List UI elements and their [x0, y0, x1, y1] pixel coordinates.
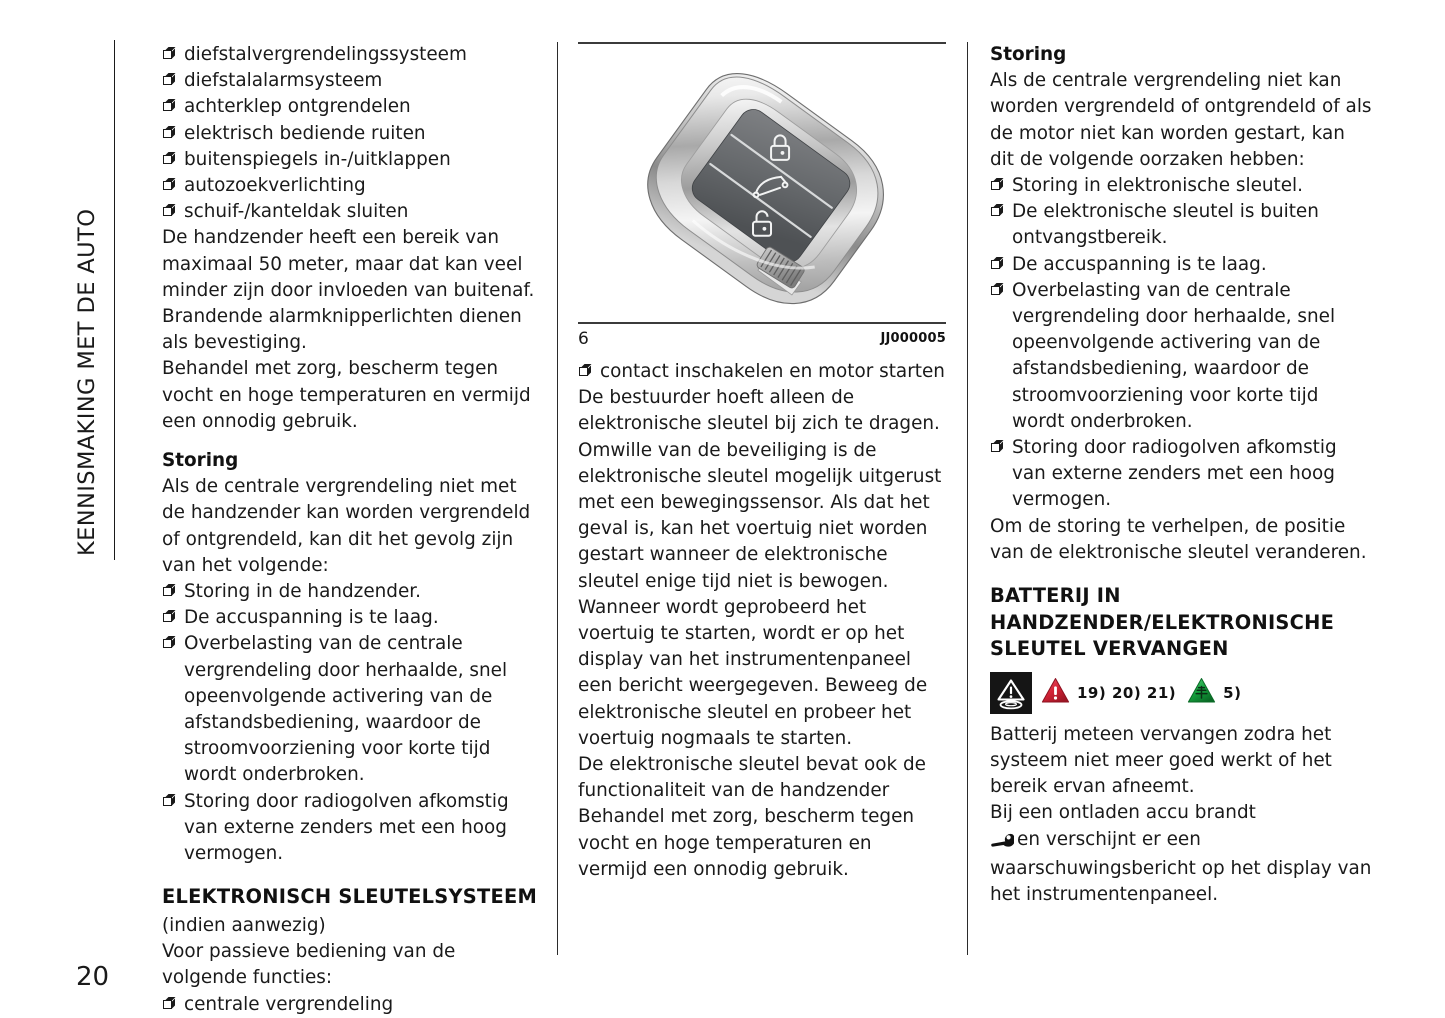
- list-item-label: De accuspanning is te laag.: [184, 607, 439, 629]
- battery-disposal-icon: [990, 672, 1032, 714]
- square-bullet-icon: [163, 155, 172, 164]
- list-item: [162, 173, 538, 199]
- square-bullet-icon: [991, 286, 1000, 295]
- paragraph-care: Behandel met zorg, bescherm tegen vocht en hoge temperaturen en vermijd een onnodig gebruik.: [162, 358, 531, 432]
- list-item-label: diefstalalarmsysteem: [184, 70, 383, 92]
- list-item-label: centrale vergrendeling: [184, 993, 394, 1015]
- square-bullet-icon: [163, 639, 172, 648]
- key-fob-illustration: [578, 44, 946, 322]
- list-item: [162, 605, 538, 631]
- section-function-list: [162, 992, 538, 1018]
- list-item-label: achterklep ontgrendelen: [184, 96, 411, 118]
- paragraph-fix: Om de storing te verhelpen, de positie van de elektronische sleutel veranderen.: [990, 515, 1367, 563]
- list-item: [578, 359, 946, 385]
- list-item-label: Overbelasting van de centrale vergrendeling door herhaalde, snel opeenvolgende activering van de afstandsbediening, waardoor de stroomvoorziening voor korte tijd wordt onderbroken.: [184, 633, 508, 786]
- list-item: [162, 147, 538, 173]
- list-item-label: Storing door radiogolven afkomstig van externe zenders met een hoog vermogen.: [1012, 437, 1337, 511]
- running-head-rule: [114, 40, 115, 560]
- middle-column: [578, 42, 946, 883]
- left-column: [162, 42, 538, 1018]
- section-heading-battery-replace: BATTERIJ IN HANDZENDER/ELEKTRONISCHE SLEUTEL VERVANGEN: [990, 584, 1335, 661]
- environment-reference-numbers: 5): [1223, 683, 1242, 702]
- list-item-label: Storing in de handzender.: [184, 581, 422, 603]
- warning-reference-numbers: 19) 20) 21): [1077, 683, 1177, 702]
- list-item: [990, 435, 1374, 514]
- environment-triangle-green-icon: [1187, 677, 1216, 708]
- list-item: [990, 199, 1374, 251]
- column-divider-left: [557, 42, 558, 955]
- running-head: [72, 40, 118, 560]
- warning-icon-row: [990, 672, 1374, 714]
- square-bullet-icon: [163, 207, 172, 216]
- paragraph-storing-intro-right: Als de centrale vergrendeling niet kan worden vergrendeld of ontgrendeld of als de motor niet kan worden gestart, kan dit de volgende oorzaken hebben:: [990, 70, 1372, 170]
- list-item: [162, 121, 538, 147]
- section-intro: Voor passieve bediening van de volgende functies:: [162, 941, 456, 989]
- list-item-label: elektrisch bediende ruiten: [184, 122, 426, 144]
- list-item: [162, 42, 538, 68]
- list-item-label: autozoekverlichting: [184, 175, 366, 197]
- figure-code: JJ000005: [880, 331, 946, 346]
- paragraph-low-battery: [990, 800, 1374, 908]
- list-item: [162, 631, 538, 788]
- paragraph-storing-intro: Als de centrale vergrendeling niet met de handzender kan worden vergrendeld of ontgrendeld, kan dit het gevolg zijn van het volgende:: [162, 476, 531, 576]
- square-bullet-icon: [163, 102, 172, 111]
- column-divider-right: [967, 42, 968, 955]
- square-bullet-icon: [163, 129, 172, 138]
- square-bullet-icon: [991, 181, 1000, 190]
- square-bullet-icon: [163, 181, 172, 190]
- list-item-label: schuif-/kanteldak sluiten: [184, 201, 409, 223]
- list-item: [162, 579, 538, 605]
- page-number: 20: [76, 962, 110, 992]
- storing-list-right: [990, 173, 1374, 514]
- paragraph-driver: De bestuurder hoeft alleen de elektronische sleutel bij zich te dragen. Omwille van de beveiliging is de elektronische sleutel mogelijk uitgerust met een bewegingssensor. Als dat het geval is, kan het voertuig niet worden gestart wanneer de elektronische sleutel enige tijd niet is bewogen. Wanneer wordt geprobeerd het voertuig te starten, wordt er op het display van het instrumentenpaneel een bericht weergegeven. Beweeg de elektronische sleutel en probeer het voertuig nogmaals te starten.: [578, 387, 942, 749]
- paragraph-low-battery-post: en verschijnt er een waarschuwingsbericht op het display van het instrumentenpaneel.: [990, 828, 1372, 906]
- list-item-label: Storing door radiogolven afkomstig van externe zenders met een hoog vermogen.: [184, 790, 509, 865]
- figure-rule-bottom: [578, 322, 946, 324]
- subheading-storing-right: Storing: [990, 44, 1067, 65]
- list-item-label: De elektronische sleutel is buiten ontvangstbereik.: [1012, 201, 1319, 249]
- figure-number: 6: [578, 329, 589, 349]
- square-bullet-icon: [163, 613, 172, 622]
- list-item-label: Storing in elektronische sleutel.: [1012, 175, 1304, 197]
- right-column: [990, 42, 1374, 908]
- paragraph-functionality: De elektronische sleutel bevat ook de functionaliteit van de handzender: [578, 754, 926, 802]
- list-item: [990, 173, 1374, 199]
- paragraph-care-middle: Behandel met zorg, bescherm tegen vocht en hoge temperaturen en vermijd een onnodig gebruik.: [578, 806, 915, 880]
- square-bullet-icon: [163, 50, 172, 59]
- list-item: [162, 789, 538, 868]
- warning-triangle-red-icon: [1041, 677, 1070, 708]
- square-bullet-icon: [991, 443, 1000, 452]
- wrench-icon: [990, 830, 1014, 856]
- feature-list: [162, 42, 538, 225]
- square-bullet-icon: [163, 587, 172, 596]
- list-item: [990, 252, 1374, 278]
- storing-list: [162, 579, 538, 867]
- section-heading-electronic-key: ELEKTRONISCH SLEUTELSYSTEEM: [162, 885, 538, 909]
- list-item-label: contact inschakelen en motor starten: [600, 361, 945, 382]
- paragraph-range: De handzender heeft een bereik van maximaal 50 meter, maar dat kan veel minder zijn door invloeden van buitenaf. Brandende alarmknipperlichten dienen als bevestiging.: [162, 227, 535, 354]
- square-bullet-icon: [163, 797, 172, 806]
- list-item-label: Overbelasting van de centrale vergrendeling door herhaalde, snel opeenvolgende activering van de afstandsbediening, waardoor de stroomvoorziening voor korte tijd wordt onderbroken.: [1012, 279, 1336, 432]
- section-subtitle: (indien aanwezig): [162, 914, 326, 936]
- square-bullet-icon: [991, 260, 1000, 269]
- figure-caption: [578, 329, 946, 359]
- square-bullet-icon: [163, 1000, 172, 1009]
- square-bullet-icon: [991, 207, 1000, 216]
- list-item-label: De accuspanning is te laag.: [1012, 253, 1267, 275]
- list-item: [162, 992, 538, 1018]
- list-item: [162, 199, 538, 225]
- middle-function-list: [578, 359, 946, 385]
- list-item: [162, 94, 538, 120]
- figure-key-fob: [578, 42, 946, 359]
- list-item: [990, 278, 1374, 435]
- list-item: [162, 68, 538, 94]
- list-item-label: diefstalvergrendelingssysteem: [184, 44, 467, 65]
- paragraph-low-battery-pre: Bij een ontladen accu brandt: [990, 802, 1256, 824]
- subheading-storing: Storing: [162, 450, 239, 472]
- square-bullet-icon: [579, 367, 588, 376]
- square-bullet-icon: [163, 76, 172, 85]
- list-item-label: buitenspiegels in-/uitklappen: [184, 148, 451, 170]
- running-head-label: KENNISMAKING MET DE AUTO: [74, 208, 100, 556]
- paragraph-replace: Batterij meteen vervangen zodra het systeem niet meer goed werkt of het bereik ervan afneemt.: [990, 723, 1332, 798]
